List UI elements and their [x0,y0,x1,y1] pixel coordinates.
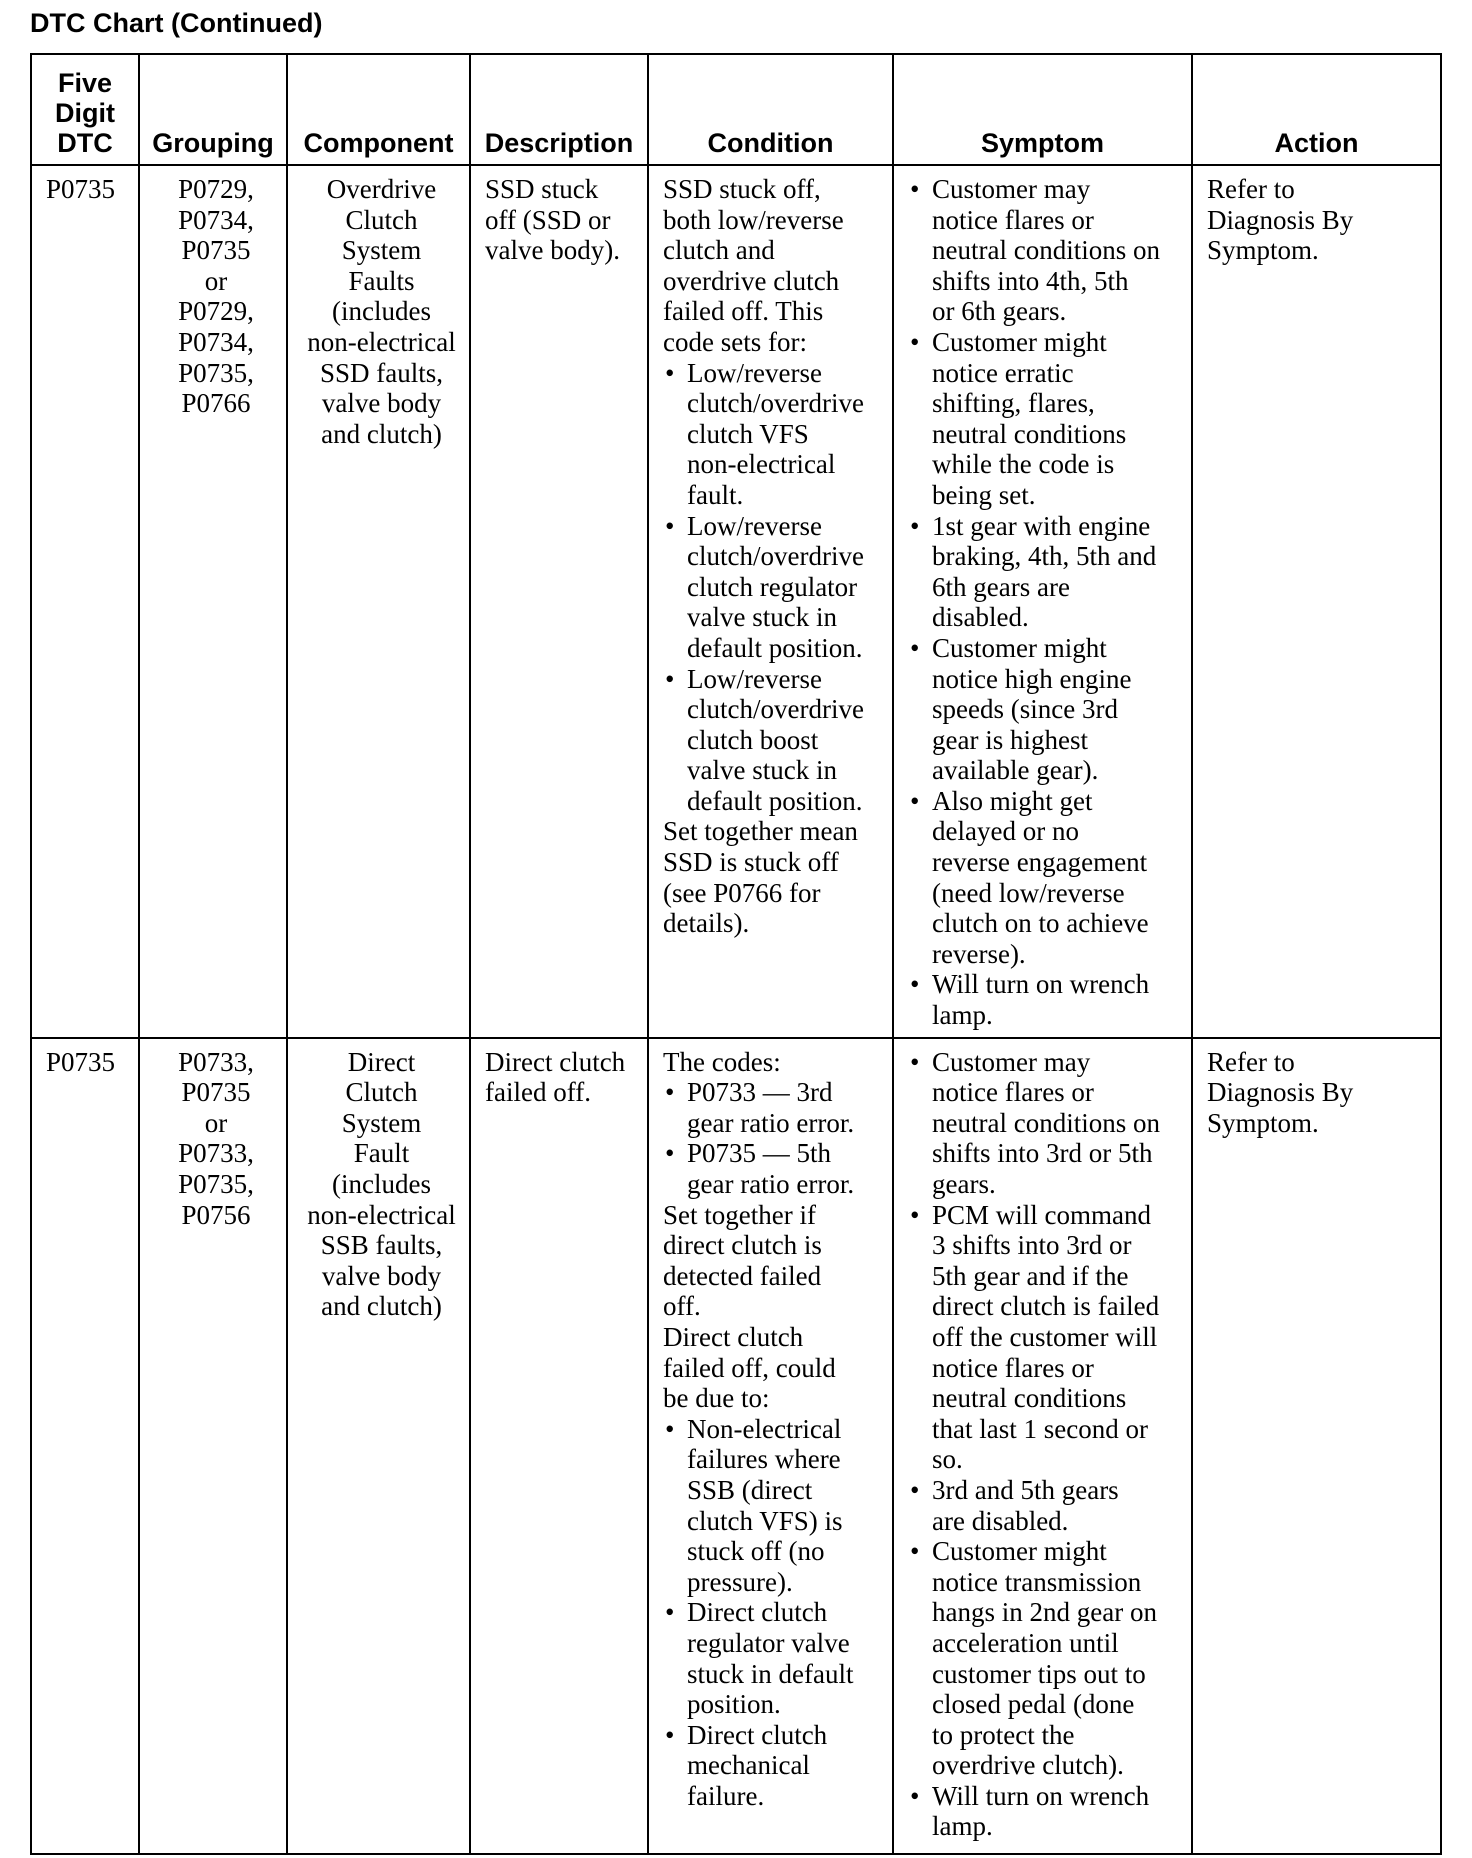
text-line: regulator valve [687,1627,850,1658]
text-line: P0735 [181,1077,251,1108]
header-description: Description [470,54,648,165]
condition-mid [663,1200,884,1414]
grouping-cell [139,165,287,1038]
text-line: valve body [321,388,442,419]
text-line: notice flares or [932,1077,1094,1108]
condition-cell [648,165,893,1038]
text-line: clutch regulator [687,571,858,602]
text-line: Set together mean [663,816,858,847]
text-line: acceleration until [932,1627,1119,1658]
text-line: P0733, [178,1138,254,1169]
text-line: • Customer may [932,174,1091,204]
text-line: SSB faults, [320,1230,443,1261]
description-cell [470,165,648,1038]
page-title: DTC Chart (Continued) [30,8,323,38]
text-line: P0766 [181,388,251,419]
text-line: neutral conditions on [932,235,1160,266]
text-line: gear is highest [932,724,1088,755]
text-line: Clutch [345,1077,418,1108]
condition-intro [663,174,884,358]
text-line: Diagnosis By [1207,204,1354,235]
text-line: details). [663,908,750,939]
text-line: Set together if [663,1199,816,1230]
condition-intro [663,1047,884,1078]
text-line: gear ratio error. [687,1169,855,1199]
text-line: and clutch) [321,1291,442,1322]
text-line: reverse). [932,938,1026,969]
text-line: P0734, [178,204,254,235]
text-line: (includes [332,296,431,327]
text-line: clutch/overdrive [687,541,864,572]
text-line: direct clutch is [663,1230,822,1261]
header-action: Action [1192,54,1441,165]
text-line: The codes: [663,1046,781,1077]
text-line: • Also might get [932,785,1093,816]
description-cell [470,1038,648,1854]
header-grouping: Grouping [139,54,287,165]
text-line: code sets for: [663,326,807,357]
text-line: SSD is stuck off [663,847,839,878]
text-line: Direct clutch [485,1046,626,1077]
text-line: direct clutch is failed [932,1291,1160,1322]
text-line: notice flares or [932,204,1094,235]
text-line: SSD stuck off, [663,174,821,204]
header-row [31,54,1441,165]
text-line: closed pedal (done [932,1689,1135,1720]
text-line: P0735, [178,357,254,388]
dtc-cell: P0735 [31,1038,139,1854]
text-line: • Customer might [932,632,1107,663]
text-line: and clutch) [321,418,442,449]
text-line: off the customer will [932,1321,1158,1352]
text-line: shifts into 4th, 5th [932,265,1129,296]
text-line: • Will turn on wrench [932,969,1150,1000]
text-line: clutch and [663,235,775,266]
text-line: off (SSD or [485,204,611,235]
text-line: notice high engine [932,663,1132,694]
condition-outro [663,816,884,938]
text-line: notice flares or [932,1352,1094,1383]
bullet-item [908,1536,1183,1781]
text-line: clutch VFS [687,418,809,449]
text-line: shifts into 3rd or 5th [932,1138,1153,1169]
text-line: clutch/overdrive [687,388,864,419]
dtc-cell: P0735 [31,165,139,1038]
text-line: gears. [932,1169,996,1199]
condition-bullets-2 [663,1414,884,1812]
text-line: • Direct clutch [687,1719,828,1750]
text-line: failure. [687,1780,765,1811]
text-line: non-electrical [687,449,836,480]
text-line: P0729, [178,174,254,204]
text-line: failed off. [485,1077,591,1108]
text-line: off. [663,1291,701,1322]
text-line: Clutch [345,204,418,235]
text-line: Diagnosis By [1207,1077,1354,1108]
text-line: failures where [687,1444,841,1475]
text-line: • Non-electrical [687,1413,842,1444]
text-line: speeds (since 3rd [932,694,1118,725]
text-line: • P0735 — 5th [687,1138,832,1169]
text-line: default position. [687,785,863,816]
text-line: clutch boost [687,724,819,755]
bullet-item [663,1597,884,1719]
text-line: P0734, [178,326,254,357]
text-line: Symptom. [1207,1107,1319,1138]
bullet-item [663,511,884,664]
text-line: pressure). [687,1566,793,1597]
bullet-item [908,1200,1183,1475]
text-line: 3 shifts into 3rd or [932,1230,1132,1261]
bullet-item [663,1414,884,1598]
text-line: Refer to [1207,1046,1295,1077]
text-line: • Low/reverse [687,510,822,541]
text-line: valve stuck in [687,602,837,633]
condition-bullets [663,1077,884,1199]
bullet-item [908,327,1183,511]
table-row [31,165,1441,1038]
text-line: valve body [321,1260,442,1291]
symptom-cell [893,165,1192,1038]
text-line: Direct [347,1046,416,1077]
text-line: P0729, [178,296,254,327]
text-line: overdrive clutch [663,265,840,296]
bullet-item [908,1475,1183,1536]
header-dtc: Five Digit DTC [31,54,139,165]
bullet-item [663,1720,884,1812]
bullet-item [663,1077,884,1138]
bullet-item [908,969,1183,1030]
text-line: • Customer might [932,326,1107,357]
text-line: notice transmission [932,1566,1142,1597]
text-line: overdrive clutch). [932,1750,1124,1781]
text-line: both low/reverse [663,204,844,235]
text-line: • PCM will command [932,1199,1152,1230]
text-line: or 6th gears. [932,296,1067,327]
text-line: be due to: [663,1383,770,1414]
text-line: or [204,265,228,296]
text-line: mechanical [687,1750,810,1781]
text-line: that last 1 second or [932,1413,1148,1444]
text-line: (need low/reverse [932,877,1125,908]
header-component: Component [287,54,470,165]
text-line: P0733, [178,1046,254,1077]
text-line: failed off. This [663,296,824,327]
condition-bullets [663,358,884,817]
text-line: SSD faults, [319,357,444,388]
text-line: notice erratic [932,357,1074,388]
text-line: • P0733 — 3rd [687,1077,833,1108]
text-line: shifting, flares, [932,388,1095,419]
symptom-bullets [908,1047,1183,1842]
text-line: or [204,1107,228,1138]
text-line: clutch VFS) is [687,1505,843,1536]
text-line: delayed or no [932,816,1079,847]
text-line: failed off, could [663,1352,836,1383]
component-cell [287,1038,470,1854]
bullet-item [908,1781,1183,1842]
bullet-item [908,511,1183,633]
text-line: fault. [687,479,744,510]
text-line: neutral conditions [932,418,1127,449]
text-line: non-electrical [307,326,456,357]
bullet-item [908,786,1183,970]
action-cell [1192,1038,1441,1854]
header-symptom: Symptom [893,54,1192,165]
text-line: valve stuck in [687,755,837,786]
text-line: position. [687,1689,781,1720]
text-line: Refer to [1207,174,1295,204]
text-line: disabled. [932,602,1029,633]
header-condition: Condition [648,54,893,165]
table-row [31,1038,1441,1854]
text-line: P0735 [181,235,251,266]
text-line: P0735, [178,1169,254,1199]
text-line: 6th gears are [932,571,1070,602]
bullet-item [663,358,884,511]
bullet-item [908,174,1183,327]
text-line: detected failed [663,1260,822,1291]
text-line: lamp. [932,1000,993,1031]
text-line: stuck off (no [687,1536,825,1567]
text-line: neutral conditions on [932,1107,1160,1138]
bullet-item [908,633,1183,786]
text-line: • 3rd and 5th gears [932,1474,1119,1505]
text-line: being set. [932,479,1036,510]
text-line: Faults [348,265,415,296]
grouping-cell [139,1038,287,1854]
text-line: • 1st gear with engine [932,510,1151,541]
text-line: • Will turn on wrench [932,1780,1150,1811]
text-line: hangs in 2nd gear on [932,1597,1157,1628]
text-line: SSB (direct [687,1474,813,1505]
text-line: while the code is [932,449,1115,480]
symptom-cell [893,1038,1192,1854]
text-line: to protect the [932,1719,1075,1750]
text-line: • Low/reverse [687,663,822,694]
symptom-bullets [908,174,1183,1031]
text-line: Overdrive [326,174,437,204]
text-line: valve body). [485,235,620,266]
text-line: • Direct clutch [687,1597,828,1628]
text-line: • Customer might [932,1536,1107,1567]
text-line: System [341,235,422,266]
text-line: (includes [332,1169,431,1199]
text-line: Fault [353,1138,410,1169]
condition-cell [648,1038,893,1854]
text-line: Symptom. [1207,235,1319,266]
text-line: clutch/overdrive [687,694,864,725]
text-line: stuck in default [687,1658,854,1689]
text-line: clutch on to achieve [932,908,1149,939]
text-line: lamp. [932,1811,993,1842]
text-line: neutral conditions [932,1383,1127,1414]
dtc-chart-table [30,53,1442,1855]
action-cell [1192,165,1441,1038]
text-line: System [341,1107,422,1138]
text-line: non-electrical [307,1199,456,1230]
bullet-item [663,664,884,817]
text-line: default position. [687,632,863,663]
text-line: are disabled. [932,1505,1069,1536]
text-line: customer tips out to [932,1658,1146,1689]
text-line: available gear). [932,755,1099,786]
text-line: reverse engagement [932,847,1148,878]
bullet-item [908,1047,1183,1200]
text-line: Direct clutch [663,1321,804,1352]
text-line: SSD stuck [485,174,599,204]
text-line: 5th gear and if the [932,1260,1129,1291]
text-line: so. [932,1444,963,1475]
text-line: • Low/reverse [687,357,822,388]
text-line: • Customer may [932,1046,1091,1077]
bullet-item [663,1138,884,1199]
text-line: gear ratio error. [687,1107,855,1138]
text-line: P0756 [181,1199,251,1230]
component-cell [287,165,470,1038]
text-line: braking, 4th, 5th and [932,541,1157,572]
text-line: (see P0766 for [663,877,821,908]
